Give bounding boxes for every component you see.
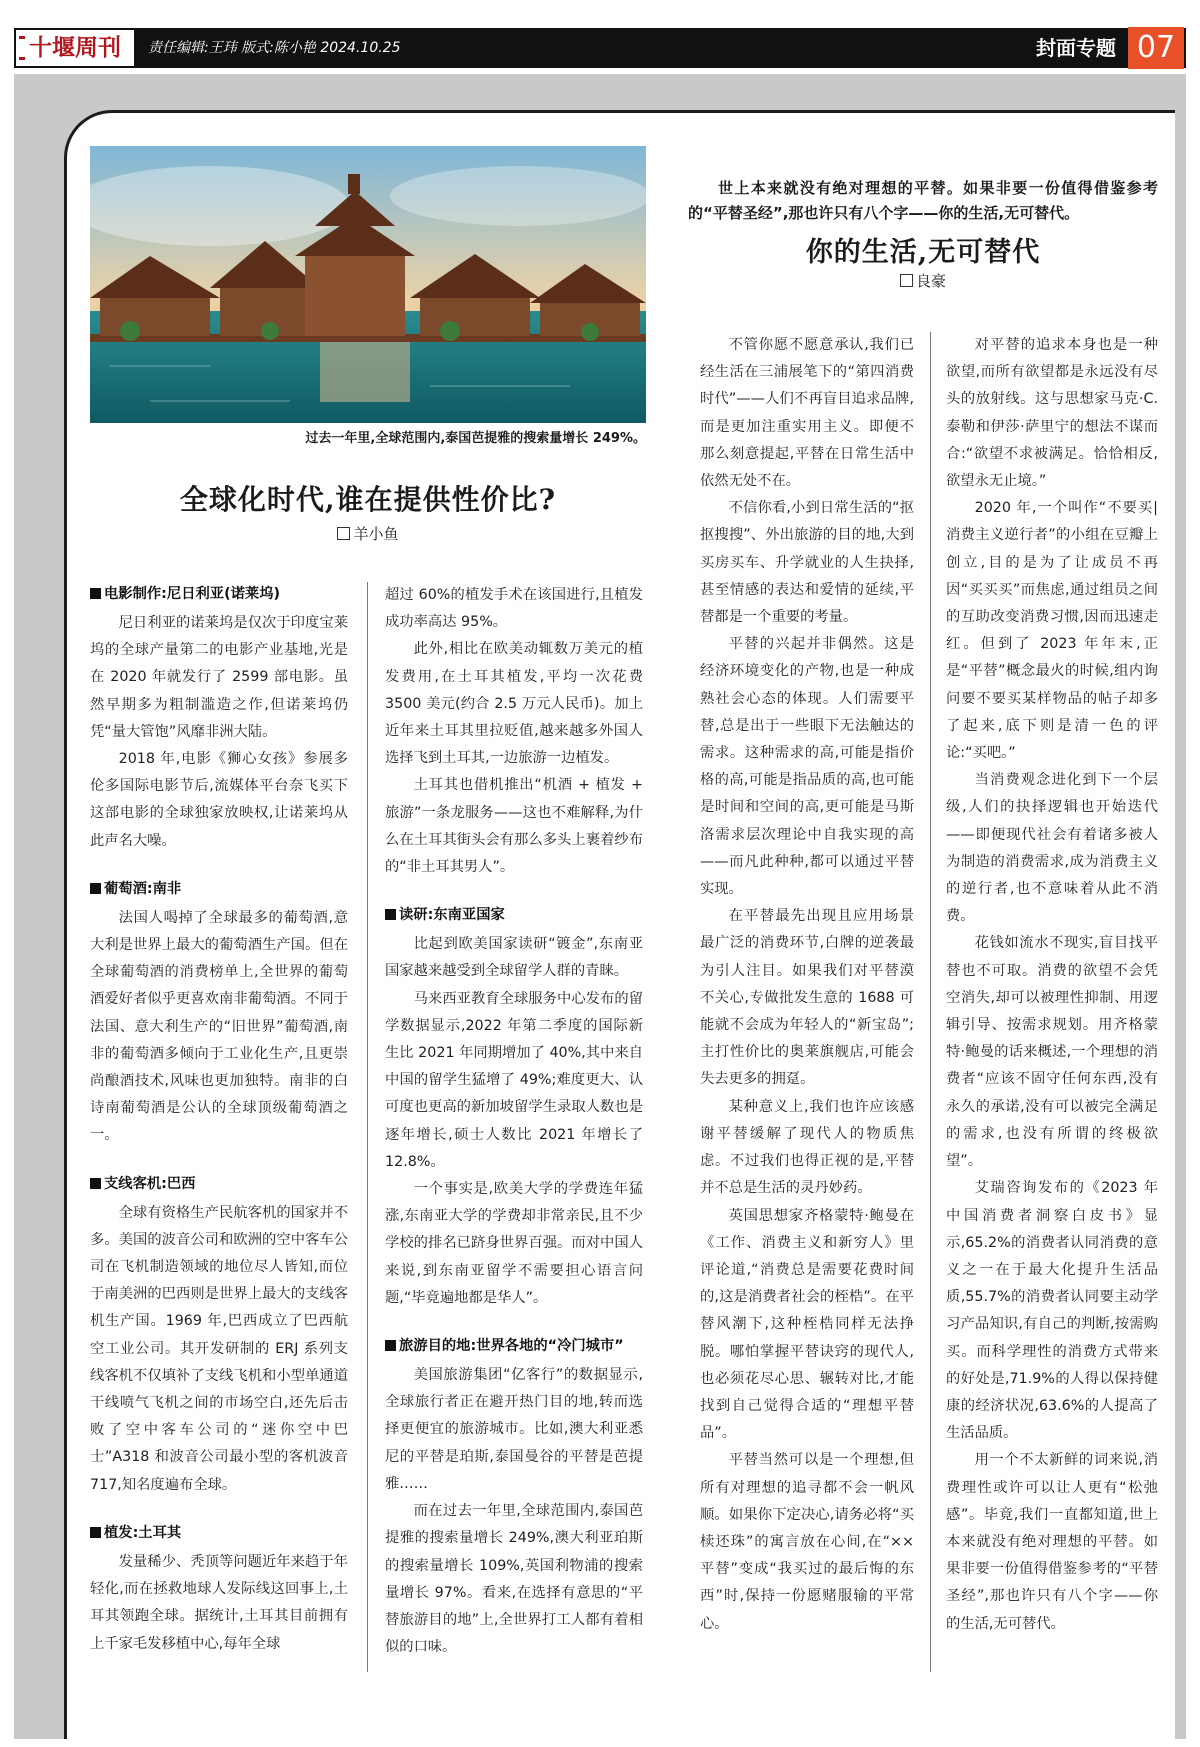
paragraph: 一个事实是,欧美大学的学费连年猛涨,东南亚大学的学费却非常亲民,且不少学校的排名已跻身世界百强。而对中国人来说,到东南亚留学不需要担心语言问题,“毕竟遍地都是华人”。 <box>385 1181 643 1306</box>
paragraph: 比起到欧美国家读研“镀金”,东南亚国家越来越受到全球留学人群的青睐。 <box>385 936 643 980</box>
square-bullet-icon <box>385 909 396 920</box>
photo-caption: 过去一年里,全球范围内,泰国芭提雅的搜索量增长 249%。 <box>305 431 646 446</box>
paragraph: 全球有资格生产民航客机的国家并不多。美国的波音公司和欧洲的空中客车公司在飞机制造领域的地位尽人皆知,而位于南美洲的巴西则是世界上最大的支线客机生产国。1969 年,巴西成立了巴西航空工业公司。其开发研制的 ERJ 系列支线客机不仅填补了支线飞机和小型单通道干线喷气飞机之间的市场空白,还先后击败了空中客车公司的“迷你空中巴士”A318 和波音公司最小型的客机波音 717,知名度遍布全球。 <box>90 1204 348 1493</box>
paragraph: 当消费观念进化到下一个层级,人们的抉择逻辑也开始迭代——即便现代社会有着诸多被人为制造的消费需求,成为消费主义的逆行者,也不意味着从此不消费。 <box>946 772 1158 925</box>
paragraph: 用一个不太新鲜的词来说,消费理性或许可以让人更有“松弛感”。毕竟,我们一直都知道,世上本来就没有绝对理想的平替。如果非要一份值得借鉴参考的“平替圣经”,那也许只有八个字——你的生活,无可替代。 <box>946 1452 1158 1632</box>
paragraph: 发量稀少、秃顶等问题近年来趋于年轻化,而在拯救地球人发际线这回事上,土耳其领跑全球。据统计,土耳其目前拥有上千家毛发移植中心,每年全球 <box>90 1553 348 1652</box>
paragraph: 不管你愿不愿意承认,我们已经生活在三浦展笔下的“第四消费时代”——人们不再盲目追求品牌,而是更加注重实用主义。即便不那么刻意提起,平替在日常生活中依然无处不在。 <box>700 337 914 490</box>
section-heading: 支线客机:巴西 <box>90 1172 348 1196</box>
page-header <box>14 28 1186 68</box>
section-heading: 植发:土耳其 <box>90 1521 348 1545</box>
right-author <box>688 270 1158 291</box>
section-heading: 读研:东南亚国家 <box>385 903 643 927</box>
square-bullet-icon <box>90 588 101 599</box>
right-author-name: 良豪 <box>915 272 946 290</box>
square-bullet-icon <box>90 1527 101 1538</box>
paragraph: 此外,相比在欧美动辄数万美元的植发费用,在土耳其植发,平均一次花费 3500 美元(约合 2.5 万元人民币)。加上近年来土耳其里拉贬值,越来越多外国人选择飞到土耳其,一边旅游一边植发。 <box>385 641 643 767</box>
paragraph: 艾瑞咨询发布的《2023 年中国消费者洞察白皮书》显示,65.2%的消费者认同消费的意义之一在于最大化提升生活品质,55.7%的消费者认同要主动学习产品知识,有自己的判断,按需购买。而科学理性的消费方式带来的好处是,71.9%的人得以保持健康的经济状况,63.6%的人提高了生活品质。 <box>946 1180 1158 1442</box>
byline-box-icon <box>900 274 913 287</box>
section-title: 封面专题 <box>1036 36 1116 60</box>
left-author <box>90 523 646 544</box>
paragraph: 花钱如流水不现实,盲目找平替也不可取。消费的欲望不会凭空消失,却可以被理性抑制、用逻辑引导、按需求规划。用齐格蒙特·鲍曼的话来概述,一个理想的消费者“应该不固守任何东西,没有永久的承诺,没有可以被完全满足的需求,也没有所谓的终极欲望”。 <box>946 935 1158 1170</box>
column-rule <box>930 332 931 1672</box>
section-heading: 旅游目的地:世界各地的“冷门城市” <box>385 1334 643 1358</box>
paragraph: 美国旅游集团“亿客行”的数据显示,全球旅行者正在避开热门目的地,转而选择更便宜的旅游城市。比如,澳大利亚悉尼的平替是珀斯,泰国曼谷的平替是芭提雅…… <box>385 1367 643 1492</box>
paragraph: 英国思想家齐格蒙特·鲍曼在《工作、消费主义和新穷人》里评论道,“消费总是需要花费时间的,这是消费者社会的桎梏”。在平替风潮下,这种桎梏同样无法挣脱。哪怕掌握平替诀窍的现代人,也必须花尽心思、辗转对比,才能找到自己觉得合适的“理想平替品”。 <box>700 1207 914 1442</box>
paragraph: 尼日利亚的诺莱坞是仅次于印度宝莱坞的全球产量第二的电影产业基地,光是在 2020 年就发行了 2599 部电影。虽然早期多为粗制滥造之作,但诺莱坞仍凭“量大管饱”风靡非洲大陆。 <box>90 615 348 740</box>
paragraph: 不信你看,小到日常生活的“抠抠搜搜”、外出旅游的目的地,大到买房买车、升学就业的人生抉择,甚至情感的表达和爱情的延续,平替都是一个重要的考量。 <box>700 500 914 626</box>
logo-mark <box>19 36 25 60</box>
paragraph: 马来西亚教育全球服务中心发布的留学数据显示,2022 年第二季度的国际新生比 2021 年同期增加了 40%,其中来自中国的留学生猛增了 49%;难度更大、认可度也更高的新加坡留学生录取人数也是逐年增长,硕士人数比 2021 年增长了 12.8%。 <box>385 990 643 1170</box>
column-rule <box>367 582 368 1672</box>
left-author-name: 羊小鱼 <box>353 525 399 543</box>
paragraph: 平替的兴起并非偶然。这是经济环境变化的产物,也是一种成熟社会心态的体现。人们需要平替,总是出于一些眼下无法触达的需求。这种需求的高,可能是指价格的高,可能是指品质的高,也可能是时间和空间的高,更可能是马斯洛需求层次理论中自我实现的高——而凡此种种,都可以通过平替实现。 <box>700 636 914 898</box>
section-heading: 葡萄酒:南非 <box>90 877 348 901</box>
right-intro: 世上本来就没有绝对理想的平替。如果非要一份值得借鉴参考的“平替圣经”,那也许只有八个字——你的生活,无可替代。 <box>688 179 1158 222</box>
article-column-2 <box>385 582 643 1661</box>
article-column-4 <box>946 332 1158 1638</box>
article-column-1 <box>90 582 348 1658</box>
page-number: 07 <box>1128 27 1184 69</box>
paragraph: 超过 60%的植发手术在该国进行,且植发成功率高达 95%。 <box>385 587 643 631</box>
paragraph: 而在过去一年里,全球范围内,泰国芭提雅的搜索量增长 249%,澳大利亚珀斯的搜索量增长 109%,英国利物浦的搜索量增长 97%。看来,在选择有意思的“平替旅游目的地”上,全世界打工人都有着相似的口味。 <box>385 1503 643 1656</box>
paragraph: 某种意义上,我们也许应该感谢平替缓解了现代人的物质焦虑。不过我们也得正视的是,平替并不总是生活的灵丹妙药。 <box>700 1098 914 1197</box>
article-column-3 <box>700 332 914 1638</box>
square-bullet-icon <box>385 1340 396 1351</box>
paragraph: 在平替最先出现且应用场景最广泛的消费环节,白牌的逆袭最为引人注目。如果我们对平替漠不关心,专做批发生意的 1688 可能就不会成为年轻人的“新宝岛”;主打性价比的奥莱旗舰店,可能会失去更多的拥趸。 <box>700 908 914 1088</box>
paragraph: 2020 年,一个叫作“不要买|消费主义逆行者”的小组在豆瓣上创立,目的是为了让成员不再因“买买买”而焦虑,通过组员之间的互助改变消费习惯,因而迅速走红。但到了 2023 年年末,正是“平替”概念最火的时候,组内询问要不要买某样物品的帖子却多了起来,底下则是清一色的评论:“买吧。” <box>946 500 1158 762</box>
paragraph: 平替当然可以是一个理想,但所有对理想的追寻都不会一帆风顺。如果你下定决心,请务必将“买椟还珠”的寓言放在心间,在“××平替”变成“我买过的最后悔的东西”时,保持一份愿赌服输的平常心。 <box>700 1452 914 1632</box>
paragraph: 2018 年,电影《狮心女孩》参展多伦多国际电影节后,流媒体平台奈飞买下这部电影的全球独家放映权,让诺莱坞从此声名大噪。 <box>90 751 348 849</box>
right-headline: 你的生活,无可替代 <box>805 237 1041 268</box>
publication-logo <box>16 30 134 66</box>
logo-text: 十堰周刊 <box>29 34 121 61</box>
editor-line: 责任编辑:王玮 版式:陈小艳 2024.10.25 <box>148 40 401 56</box>
resort-photo <box>90 146 646 423</box>
left-headline: 全球化时代,谁在提供性价比? <box>179 483 557 516</box>
paragraph: 土耳其也借机推出“机酒 + 植发 + 旅游”一条龙服务——这也不难解释,为什么在土耳其街头会有那么多头上裹着纱布的“非土耳其男人”。 <box>385 777 643 876</box>
paragraph: 对平替的追求本身也是一种欲望,而所有欲望都是永远没有尽头的放射线。这与思想家马克·C. 泰勒和伊莎·萨里宁的想法不谋而合:“欲望不求被满足。恰恰相反,欲望永无止境。” <box>946 337 1158 490</box>
section-heading: 电影制作:尼日利亚(诺莱坞) <box>90 582 348 606</box>
byline-box-icon <box>337 527 350 540</box>
paragraph: 法国人喝掉了全球最多的葡萄酒,意大利是世界上最大的葡萄酒生产国。但在全球葡萄酒的消费榜单上,全世界的葡萄酒爱好者似乎更喜欢南非葡萄酒。不同于法国、意大利生产的“旧世界”葡萄酒,南非的葡萄酒多倾向于工业化生产,且更崇尚酿酒技术,风味也更加独特。南非的白诗南葡萄酒是公认的全球顶级葡萄酒之一。 <box>90 909 348 1144</box>
square-bullet-icon <box>90 883 101 894</box>
square-bullet-icon <box>90 1178 101 1189</box>
